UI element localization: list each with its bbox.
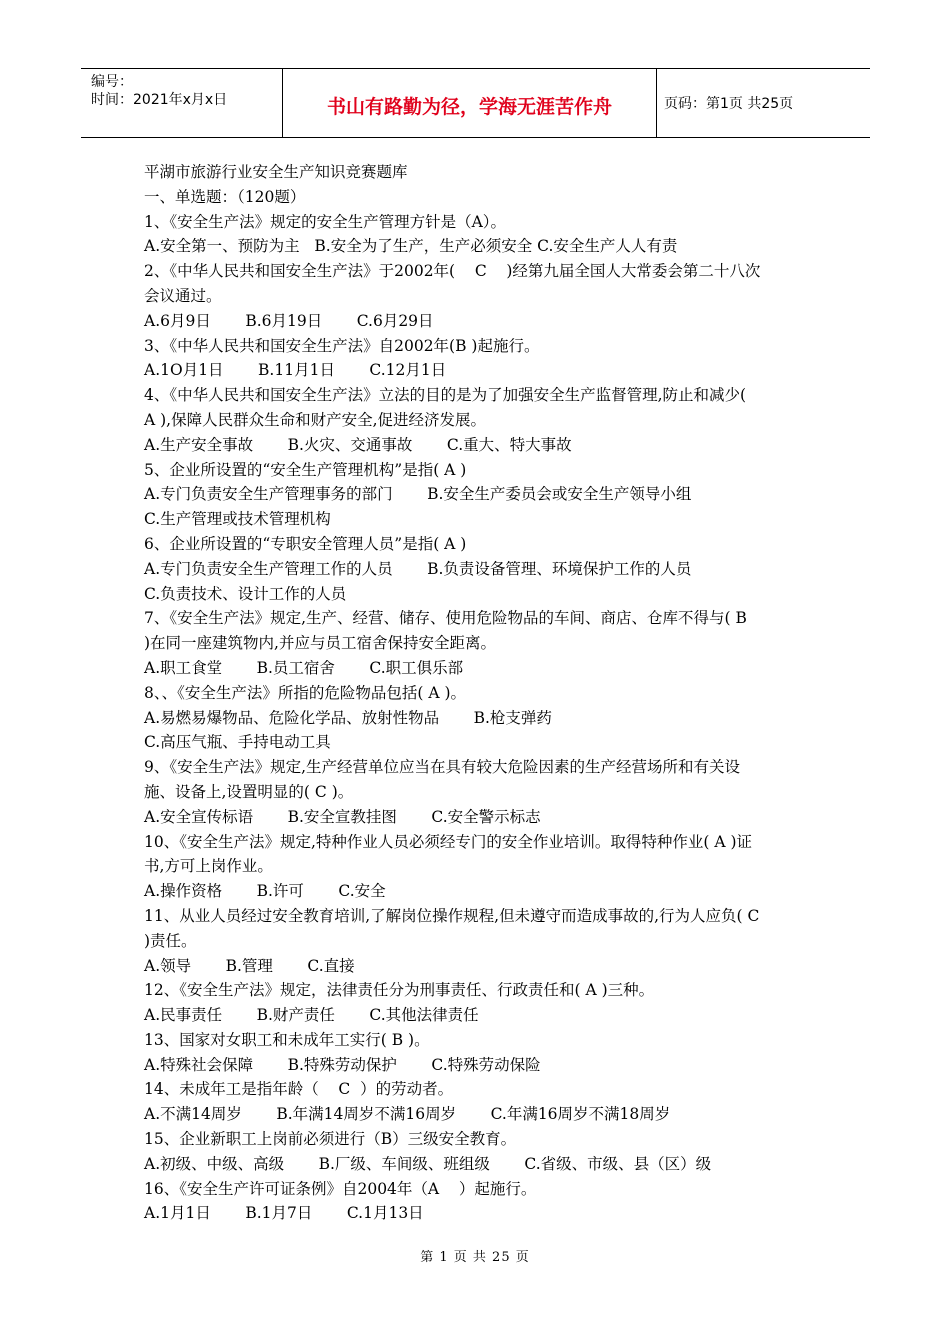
- document-line: 10、《安全生产法》规定,特种作业人员必须经专门的安全作业培训。取得特种作业( A )证: [144, 832, 753, 851]
- header-page-info-cell: [664, 69, 870, 137]
- page-footer: [0, 1246, 950, 1265]
- document-line: A.易燃易爆物品、危险化学品、放射性物品 B.枪支弹药: [144, 708, 552, 727]
- document-line: 6、企业所设置的“专职安全管理人员”是指( A ): [144, 534, 467, 553]
- document-line: A.特殊社会保障 B.特殊劳动保护 C.特殊劳动保险: [144, 1055, 541, 1074]
- document-line: 1、《安全生产法》规定的安全生产管理方针是（A）。: [144, 212, 507, 231]
- document-line: 4、《中华人民共和国安全生产法》立法的目的是为了加强安全生产监督管理,防止和减少(: [144, 386, 747, 405]
- document-line: 15、企业新职工上岗前必须进行（B）三级安全教育。: [144, 1130, 517, 1149]
- header-page-info: 页码：第1页 共25页: [664, 96, 794, 112]
- document-line: )在同一座建筑物内,并应与员工宿舍保持安全距离。: [144, 634, 496, 653]
- document-line: 9、《安全生产法》规定,生产经营单位应当在具有较大危险因素的生产经营场所和有关设: [144, 758, 741, 777]
- document-line: 2、《中华人民共和国安全生产法》于2002年( C )经第九届全国人大常委会第二十八次: [144, 262, 761, 281]
- document-line: 12、《安全生产法》规定，法律责任分为刑事责任、行政责任和( A )三种。: [144, 981, 655, 1000]
- document-line: 16、《安全生产许可证条例》自2004年（A ）起施行。: [144, 1179, 537, 1198]
- document-line: A.1O月1日 B.11月1日 C.12月1日: [144, 361, 447, 380]
- document-time: 时间：2021年x月x日: [91, 92, 228, 108]
- document-line: A.生产安全事故 B.火灾、交通事故 C.重大、特大事故: [144, 435, 572, 454]
- document-line: 3、《中华人民共和国安全生产法》自2002年(B )起施行。: [144, 336, 540, 355]
- document-line: 7、《安全生产法》规定,生产、经营、储存、使用危险物品的车间、商店、仓库不得与( B: [144, 609, 747, 628]
- document-line: 一、单选题：（120题）: [144, 187, 306, 206]
- document-line: A.6月9日 B.6月19日 C.6月29日: [144, 311, 434, 330]
- document-line: A.安全第一、预防为主 B.安全为了生产，生产必须安全 C.安全生产人人有责: [144, 237, 678, 256]
- document-line: 5、企业所设置的“安全生产管理机构”是指( A ): [144, 460, 467, 479]
- document-line: )责任。: [144, 931, 197, 950]
- document-line: 13、国家对女职工和未成年工实行( B )。: [144, 1030, 430, 1049]
- header-motto: 书山有路勤为径，学海无涯苦作舟: [326, 95, 612, 118]
- document-body: [144, 160, 814, 1226]
- document-line: A.领导 B.管理 C.直接: [144, 956, 355, 975]
- document-line: A.专门负责安全生产管理工作的人员 B.负责设备管理、环境保护工作的人员: [144, 559, 692, 578]
- footer-page-number: 第 1 页 共 25 页: [420, 1250, 530, 1265]
- document-line: A.职工食堂 B.员工宿舍 C.职工俱乐部: [144, 658, 464, 677]
- document-line: 11、从业人员经过安全教育培训,了解岗位操作规程,但未遵守而造成事故的,行为人应负( C: [144, 906, 760, 925]
- document-line: A.专门负责安全生产管理事务的部门 B.安全生产委员会或安全生产领导小组: [144, 485, 692, 504]
- document-line: A.民事责任 B.财产责任 C.其他法律责任: [144, 1006, 479, 1025]
- document-line: 会议通过。: [144, 286, 222, 305]
- document-line: A.操作资格 B.许可 C.安全: [144, 882, 386, 901]
- document-line: 施、设备上,设置明显的( C )。: [144, 782, 354, 801]
- document-line: A.不满14周岁 B.年满14周岁不满16周岁 C.年满16周岁不满18周岁: [144, 1105, 671, 1124]
- document-line: A.初级、中级、高级 B.厂级、车间级、班组级 C.省级、市级、县（区）级: [144, 1154, 712, 1173]
- header-motto-cell: [283, 69, 656, 137]
- document-line: C.负责技术、设计工作的人员: [144, 584, 347, 603]
- header-divider-right: [656, 69, 657, 137]
- page-header: [81, 68, 870, 138]
- document-line: A.安全宣传标语 B.安全宣教挂图 C.安全警示标志: [144, 807, 541, 826]
- document-number-label: 编号：: [91, 74, 133, 90]
- header-meta: [81, 69, 282, 137]
- document-line: 14、未成年工是指年龄（ C ）的劳动者。: [144, 1080, 454, 1099]
- document-line: C.高压气瓶、手持电动工具: [144, 733, 331, 752]
- document-line: 平湖市旅游行业安全生产知识竞赛题库: [144, 163, 408, 181]
- document-line: A ),保障人民群众生命和财产安全,促进经济发展。: [144, 410, 487, 429]
- document-line: 8、、《安全生产法》所指的危险物品包括( A )。: [144, 683, 467, 702]
- document-line: C.生产管理或技术管理机构: [144, 510, 331, 529]
- document-line: 书,方可上岗作业。: [144, 857, 273, 876]
- document-line: A.1月1日 B.1月7日 C.1月13日: [144, 1204, 424, 1223]
